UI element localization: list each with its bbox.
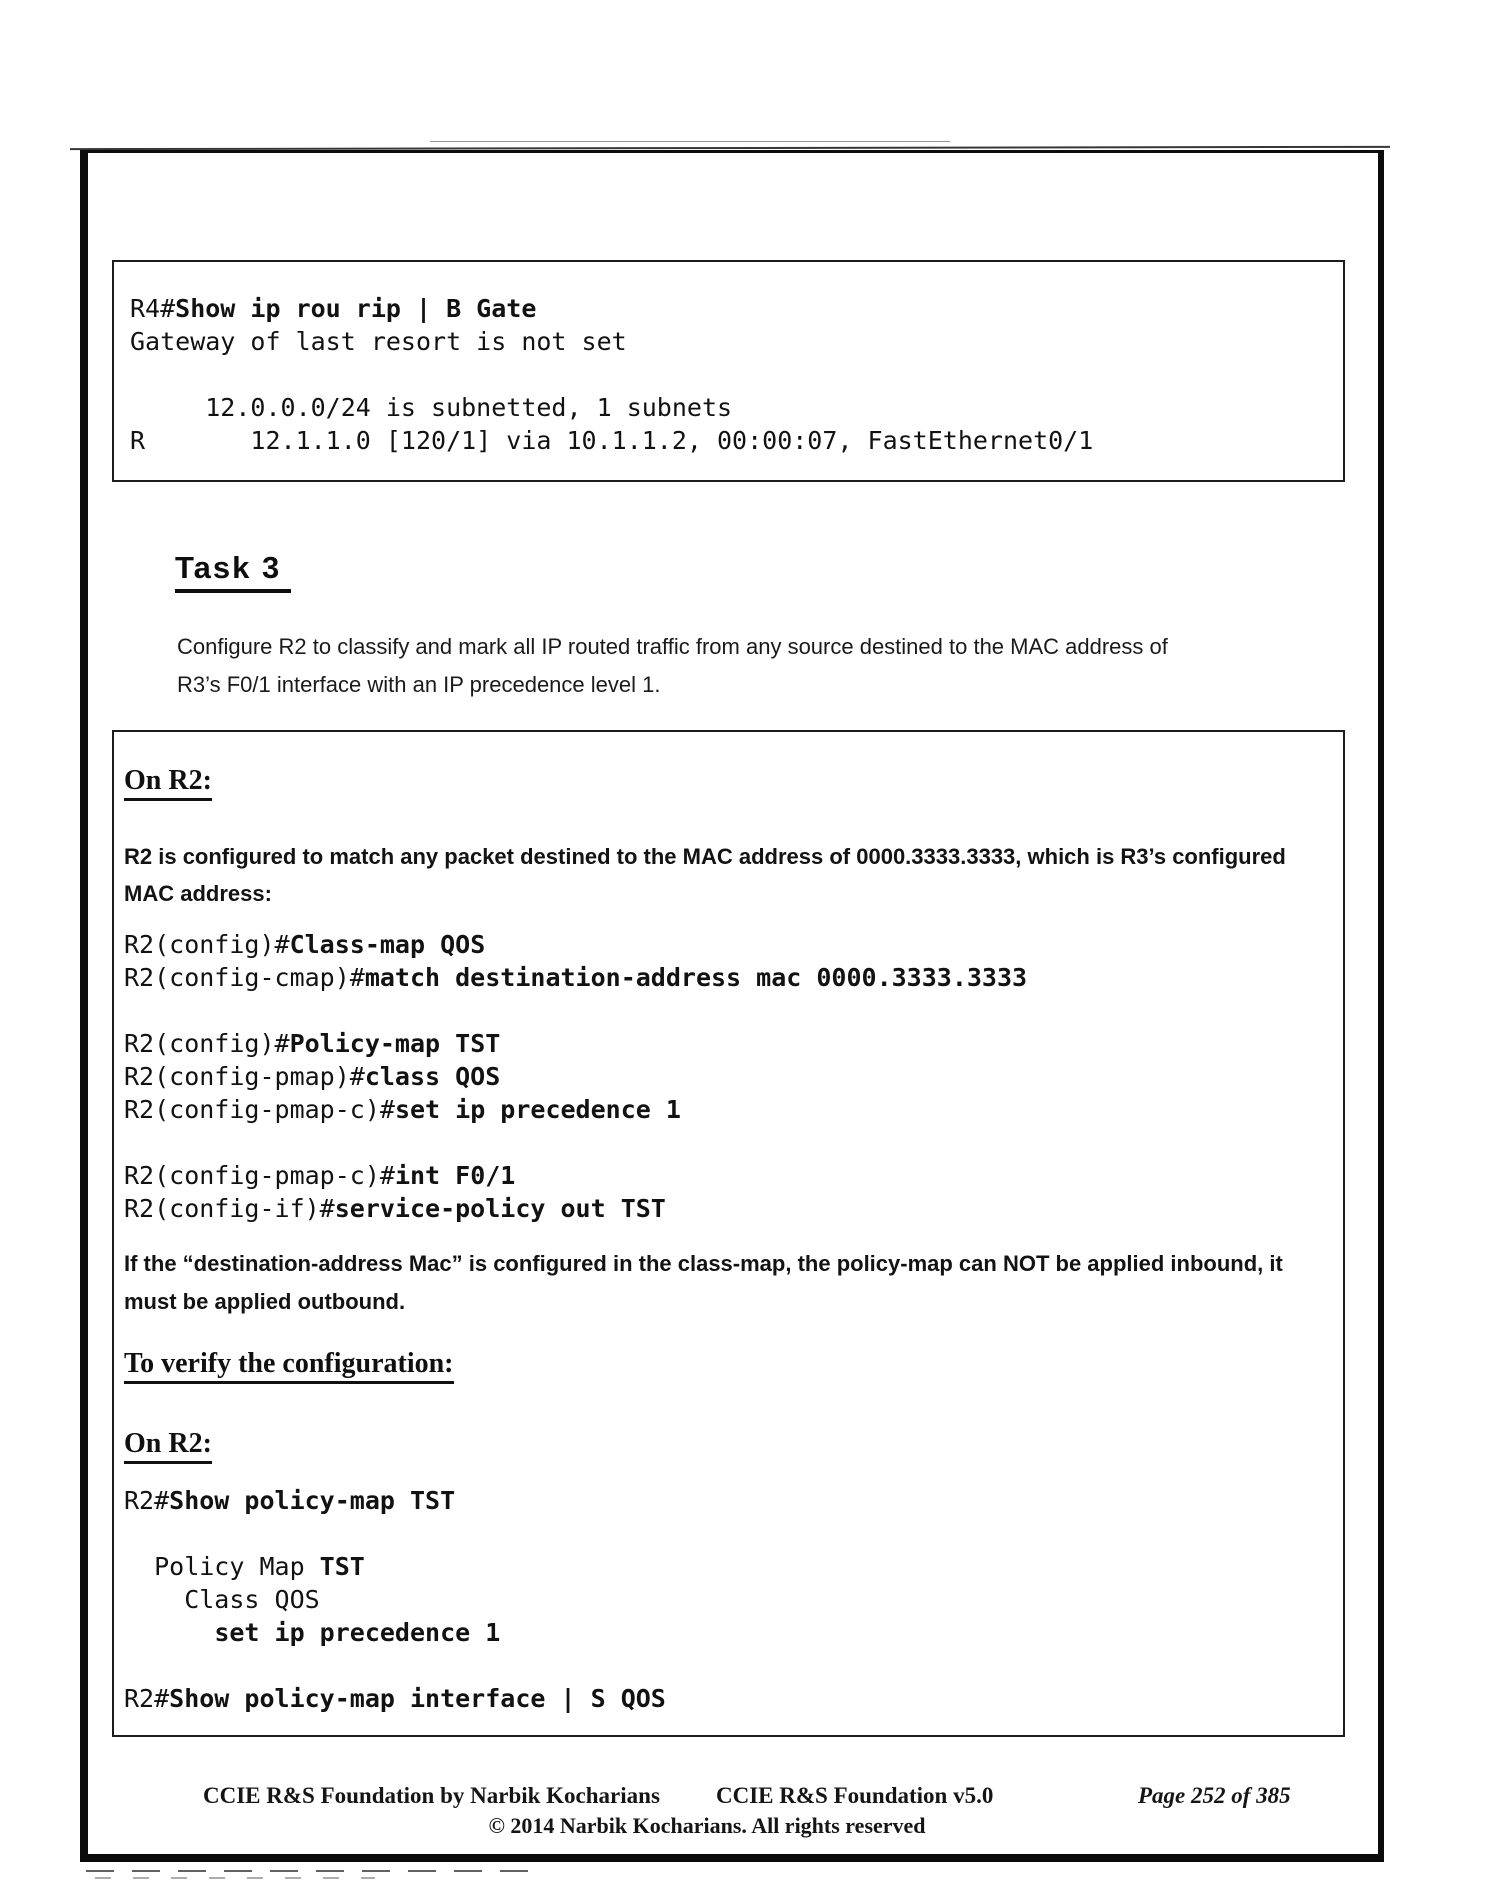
code-line: R2(config-if)#service-policy out TST [124, 1194, 666, 1223]
code-line: R4#Show ip rou rip | B Gate [130, 294, 537, 323]
heading-on-r2-verify: On R2: [124, 1428, 212, 1464]
footer-page-number: Page 252 of 385 [1138, 1783, 1291, 1808]
scan-artifact-top-faint-line [430, 141, 950, 142]
task-heading [175, 550, 291, 593]
code-line: R 12.1.1.0 [120/1] via 10.1.1.2, 00:00:07, FastEthernet0/1 [130, 426, 1094, 455]
note-match-mac: R2 is configured to match any packet destined to the MAC address of 0000.3333.3333, which is R3’s configured MAC address: [124, 844, 1286, 906]
task-description: Configure R2 to classify and mark all IP routed traffic from any source destined to the MAC address of R3’s F0/1 interface with an IP precedence level 1. [177, 634, 1168, 697]
code-line [124, 1517, 666, 1550]
code-line [130, 358, 1343, 391]
code-line [124, 994, 1027, 1027]
code-line: 12.0.0.0/24 is subnetted, 1 subnets [130, 393, 733, 422]
task-heading-text: Task 3 [175, 550, 291, 593]
code-line [124, 1649, 666, 1682]
verify-code [124, 1484, 666, 1715]
code-line: Gateway of last resort is not set [130, 327, 627, 356]
code-line: R2(config-pmap)#class QOS [124, 1062, 501, 1091]
code-line: Policy Map TST [124, 1552, 365, 1581]
code-line: Class QOS [124, 1585, 320, 1614]
code-line: R2(config-pmap-c)#set ip precedence 1 [124, 1095, 681, 1124]
code-line [124, 1126, 1027, 1159]
code-line: set ip precedence 1 [214, 1618, 501, 1647]
heading-verify: To verify the configuration: [124, 1348, 454, 1384]
footer-course-title: CCIE R&S Foundation by Narbik Kocharians [203, 1783, 660, 1808]
terminal-output-box [112, 260, 1345, 482]
scan-artifact-bottom-dashes [86, 1870, 546, 1872]
footer-version: CCIE R&S Foundation v5.0 [716, 1783, 994, 1808]
code-line: R2(config-cmap)#match destination-address mac 0000.3333.3333 [124, 963, 1028, 992]
config-box [112, 730, 1345, 1737]
code-line: R2(config-pmap-c)#int F0/1 [124, 1161, 516, 1190]
code-line: R2#Show policy-map interface | S QOS [124, 1684, 666, 1713]
code-line: R2#Show policy-map TST [124, 1486, 456, 1515]
scan-artifact-bottom-dashes-2 [95, 1877, 375, 1879]
code-line: R2(config)#Class-map QOS [124, 930, 486, 959]
footer-copyright: © 2014 Narbik Kocharians. All rights reserved [488, 1813, 926, 1838]
heading-on-r2: On R2: [124, 765, 212, 801]
note-outbound: If the “destination-address Mac” is configured in the class-map, the policy-map can NOT be applied inbound, it must be applied outbound. [124, 1251, 1283, 1314]
config-code [124, 928, 1027, 1225]
terminal-output-code [130, 292, 1343, 457]
code-line: R2(config)#Policy-map TST [124, 1029, 501, 1058]
